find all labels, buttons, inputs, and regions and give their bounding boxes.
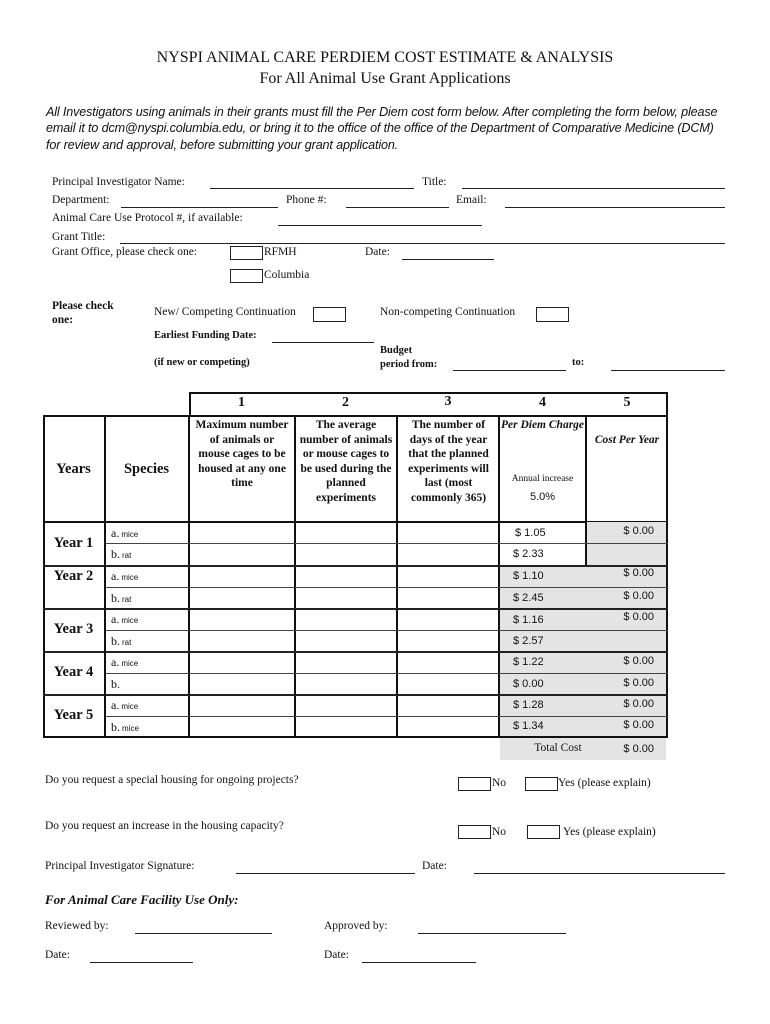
per-diem-cell: $ 2.45 [513, 592, 544, 604]
signature-date-label: Date: [422, 860, 447, 872]
species-cell[interactable] [111, 677, 122, 692]
col-number-5: 5 [623, 395, 631, 410]
pi-name-field[interactable] [210, 188, 414, 189]
non-competing-label: Non-competing Continuation [380, 306, 516, 318]
per-diem-cell: $ 0.00 [513, 678, 544, 690]
col-number-4: 4 [539, 395, 546, 410]
if-new-note: (if new or competing) [154, 357, 250, 368]
capacity-no-label: No [492, 826, 507, 838]
species-cell[interactable] [111, 698, 138, 713]
capacity-question: Do you request an increase in the housing capacity? [45, 820, 284, 832]
species-cell[interactable] [111, 569, 138, 584]
col3-header: The number of days of the year that the planned experiments will last (most commonly 365) [408, 419, 489, 504]
capacity-no-checkbox[interactable] [458, 825, 491, 839]
years-header: Years [56, 461, 91, 477]
form-title: NYSPI ANIMAL CARE PERDIEM COST ESTIMATE & ANALYSIS [156, 49, 614, 66]
special-housing-no-label: No [492, 777, 507, 789]
annual-increase-value: 5.0% [529, 491, 556, 503]
species-cell[interactable] [111, 612, 138, 627]
per-diem-cell: $ 1.22 [513, 656, 544, 668]
col-number-3: 3 [444, 394, 452, 409]
total-cost-label: Total Cost [534, 742, 582, 754]
col2-header: The average number of animals or mouse cages to be used during the planned experiments [299, 419, 393, 504]
species-cell[interactable] [111, 655, 138, 670]
species-name: rat [122, 595, 132, 604]
species-name: rat [122, 551, 132, 560]
species-cell[interactable] [111, 591, 131, 606]
reviewed-by-field[interactable] [135, 933, 272, 934]
per-diem-cell: $ 1.10 [513, 570, 544, 582]
budget-line2: period from: [380, 359, 438, 370]
pi-name-label: Principal Investigator Name: [52, 176, 185, 188]
row-letter: a. [111, 526, 120, 540]
species-name: mice [121, 702, 139, 711]
rfmh-label: RFMH [264, 246, 297, 258]
capacity-yes-checkbox[interactable] [527, 825, 560, 839]
annual-increase-label: Annual increase [511, 474, 574, 484]
species-cell[interactable] [111, 526, 138, 541]
cost-cell: $ 0.00 [623, 525, 654, 537]
protocol-label: Animal Care Use Protocol #, if available: [52, 212, 243, 224]
approved-by-label: Approved by: [324, 920, 388, 932]
columbia-checkbox[interactable] [230, 269, 263, 283]
signature-date-field[interactable] [474, 873, 725, 874]
col4-header: Per Diem Charge [500, 419, 585, 431]
instructions-paragraph: All Investigators using animals in their grants must fill the Per Diem cost form below. After completing the form below, please email it to dcm@nyspi.columbia.edu, or bring it to the office of the office of the Department of Comparative Medicine (DCM) for review and approval, before submitting your grant application. [46, 105, 718, 152]
per-diem-cell: $ 1.28 [513, 699, 544, 711]
cost-cell: $ 0.00 [623, 698, 654, 710]
year-3-label: Year 3 [53, 621, 94, 637]
department-field[interactable] [121, 207, 278, 208]
year-2-label: Year 2 [53, 568, 94, 584]
grant-office-label: Grant Office, please check one: [52, 246, 198, 258]
budget-to-label: to: [572, 357, 585, 368]
department-label: Department: [52, 194, 110, 206]
special-housing-question: Do you request a special housing for ongoing projects? [45, 774, 299, 786]
title-label: Title: [422, 176, 447, 188]
row-letter: b. [111, 547, 120, 561]
earliest-funding-field[interactable] [272, 342, 374, 343]
please-check-line2: one: [52, 314, 74, 326]
species-name: mice [121, 616, 139, 625]
rfmh-checkbox[interactable] [230, 246, 263, 260]
row-letter: a. [111, 655, 120, 669]
col5-header: Cost Per Year [594, 434, 660, 446]
cost-cell: $ 0.00 [623, 567, 654, 579]
please-check-line1: Please check [52, 300, 114, 312]
special-housing-no-checkbox[interactable] [458, 777, 491, 791]
grant-date-label: Date: [365, 246, 390, 258]
row-letter: b. [111, 677, 120, 691]
total-cost-value: $ 0.00 [623, 743, 654, 755]
grant-title-label: Grant Title: [52, 231, 106, 243]
new-competing-label: New/ Competing Continuation [154, 306, 296, 318]
year-4-label: Year 4 [53, 664, 94, 680]
row-letter: b. [111, 591, 120, 605]
species-cell[interactable] [111, 634, 131, 649]
grant-date-field[interactable] [402, 259, 494, 260]
special-housing-yes-label: Yes (please explain) [558, 777, 651, 789]
row-letter: b. [111, 720, 120, 734]
row-letter: a. [111, 698, 120, 712]
pi-signature-field[interactable] [236, 873, 415, 874]
row-letter: b. [111, 634, 120, 648]
pi-signature-label: Principal Investigator Signature: [45, 860, 195, 872]
facility-section-title: For Animal Care Facility Use Only: [45, 892, 239, 907]
email-label: Email: [456, 194, 487, 206]
reviewed-by-label: Reviewed by: [45, 920, 109, 932]
per-diem-cell: $ 1.16 [513, 614, 544, 626]
title-field[interactable] [462, 188, 725, 189]
budget-to-field[interactable] [611, 370, 725, 371]
cost-cell: $ 0.00 [623, 611, 654, 623]
reviewed-date-label: Date: [45, 949, 70, 961]
per-diem-cell: $ 1.34 [513, 720, 544, 732]
cost-cell: $ 0.00 [623, 590, 654, 602]
grant-title-field[interactable] [120, 243, 725, 244]
email-field[interactable] [505, 207, 725, 208]
approved-by-field[interactable] [418, 933, 566, 934]
per-diem-cell: $ 2.33 [513, 548, 544, 560]
non-competing-checkbox[interactable] [536, 307, 569, 322]
species-name: rat [122, 638, 132, 647]
per-diem-cell: $ 2.57 [513, 635, 544, 647]
earliest-funding-label: Earliest Funding Date: [154, 330, 257, 341]
divider [104, 521, 106, 738]
count-input-cells[interactable] [190, 522, 496, 736]
cost-cell: $ 0.00 [623, 655, 654, 667]
species-name: mice [122, 724, 139, 733]
budget-line1: Budget [380, 345, 413, 356]
per-diem-cell: $ 1.05 [515, 527, 546, 539]
approved-date-label: Date: [324, 949, 349, 961]
reviewed-date-field[interactable] [90, 962, 193, 963]
year-5-label: Year 5 [53, 707, 94, 723]
new-competing-checkbox[interactable] [313, 307, 346, 322]
row-letter: a. [111, 612, 120, 626]
species-name: mice [121, 573, 139, 582]
columbia-label: Columbia [264, 269, 310, 281]
budget-from-field[interactable] [453, 370, 566, 371]
phone-field[interactable] [346, 207, 449, 208]
col1-header: Maximum number of animals or mouse cages to be housed at any one time [195, 419, 289, 489]
col-number-1: 1 [238, 395, 245, 410]
species-cell[interactable] [111, 720, 139, 735]
form-subtitle: For All Animal Use Grant Applications [259, 70, 511, 87]
year-1-label: Year 1 [53, 535, 94, 551]
species-name: mice [121, 659, 139, 668]
species-name: mice [121, 530, 139, 539]
special-housing-yes-checkbox[interactable] [525, 777, 558, 791]
approved-date-field[interactable] [362, 962, 476, 963]
species-header: Species [123, 461, 170, 477]
phone-label: Phone #: [286, 194, 327, 206]
capacity-yes-label: Yes (please explain) [563, 826, 656, 838]
col-number-2: 2 [342, 395, 349, 410]
cost-cell: $ 0.00 [623, 677, 654, 689]
cost-cell: $ 0.00 [623, 719, 654, 731]
please-check-label [52, 299, 114, 327]
budget-period-label [380, 344, 437, 372]
protocol-field[interactable] [278, 225, 482, 226]
species-cell[interactable] [111, 547, 131, 562]
row-letter: a. [111, 569, 120, 583]
